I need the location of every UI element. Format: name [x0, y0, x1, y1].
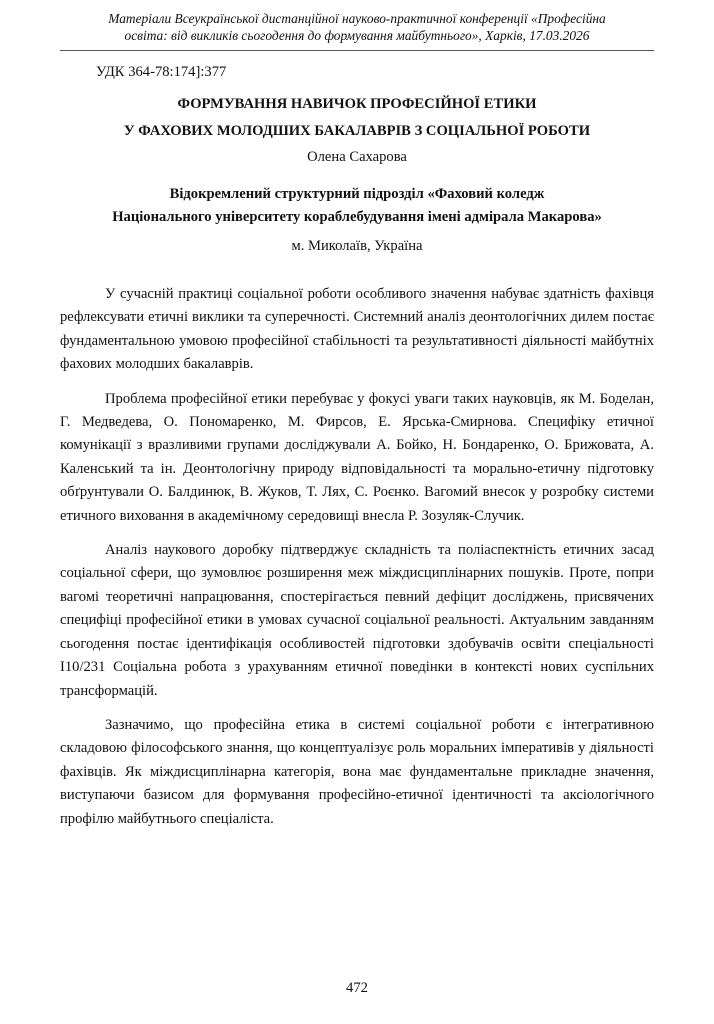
header-divider [60, 50, 654, 51]
affiliation-city: м. Миколаїв, Україна [291, 238, 423, 254]
body-paragraph-4: Зазначимо, що професійна етика в системі соціальної роботи є інтегративною складовою філософського знання, що концептуалізує роль моральних імперативів у діяльності фахівців. Як міждисциплінарна категорія, вона має фундаментальне прикладне значення, виступаючи базисом для формування професійно-етичної ідентичності та аксіологічного профілю майбутнього спеціаліста. [60, 716, 654, 827]
author-name: Олена Сахарова [307, 149, 407, 165]
article-body [60, 283, 654, 842]
paper-title-line-2: У ФАХОВИХ МОЛОДШИХ БАКАЛАВРІВ З СОЦІАЛЬНОЇ РОБОТИ [123, 123, 591, 139]
running-header-line-2: освіта: від викликів сьогодення до формування майбутнього», Харків, 17.03.2026 [124, 28, 590, 43]
affiliation-line-2: Національного університету кораблебудування імені адмірала Макарова» [112, 209, 602, 225]
affiliation-line-1: Відокремлений структурний підрозділ «Фаховий коледж [169, 186, 545, 202]
paper-title [60, 91, 654, 145]
body-paragraph-3: Аналіз наукового доробку підтверджує складність та поліаспектність етичних засад соціальної сфери, що зумовлює розширення меж міждисциплінарних пошуків. Проте, попри вагомі теоретичні напрацювання, спостерігається певний дефіцит досліджень, присвячених специфіці професійної етики в умовах сучасної соціальної реальності. Актуальним завданням сьогодення постає ідентифікація особливостей підготовки здобувачів освіти спеціальності І10/231 Соціальна робота з урахуванням етичної поведінки в контексті нових суспільних трансформацій. [60, 542, 654, 699]
running-header [60, 10, 654, 44]
body-paragraph-1: У сучасній практиці соціальної роботи особливого значення набуває здатність фахівця рефлексувати етичні виклики та суперечності. Системний аналіз деонтологічних дилем постає фундаментальною умовою професійної стабільності та результативності діяльності майбутніх фахових молодших бакалаврів. [60, 286, 654, 373]
page-number: 472 [346, 980, 368, 996]
running-header-line-1: Матеріали Всеукраїнської дистанційної науково-практичної конференції «Професійна [108, 11, 606, 26]
body-paragraph-2: Проблема професійної етики перебуває у фокусі уваги таких науковців, як М. Боделан, Г. Медведева, О. Пономаренко, М. Фирсов, Е. Ярська-Смирнова. Специфіку етичної комунікації з вразливими групами досліджували А. Бойко, Н. Бондаренко, О. Брижовата, А. Каленський та ін. Деонтологічну природу відповідальності та морально-етичну підготовку обґрунтували О. Балдинюк, В. Жуков, Т. Лях, С. Роєнко. Вагомий внесок у розробку системи етичного виховання в академічному середовищі внесла Р. Зозуляк-Случик. [60, 390, 654, 524]
udk-code: УДК 364-78:174]:377 [96, 64, 227, 80]
paper-title-line-1: ФОРМУВАННЯ НАВИЧОК ПРОФЕСІЙНОЇ ЕТИКИ [177, 96, 537, 112]
affiliation [60, 183, 654, 229]
